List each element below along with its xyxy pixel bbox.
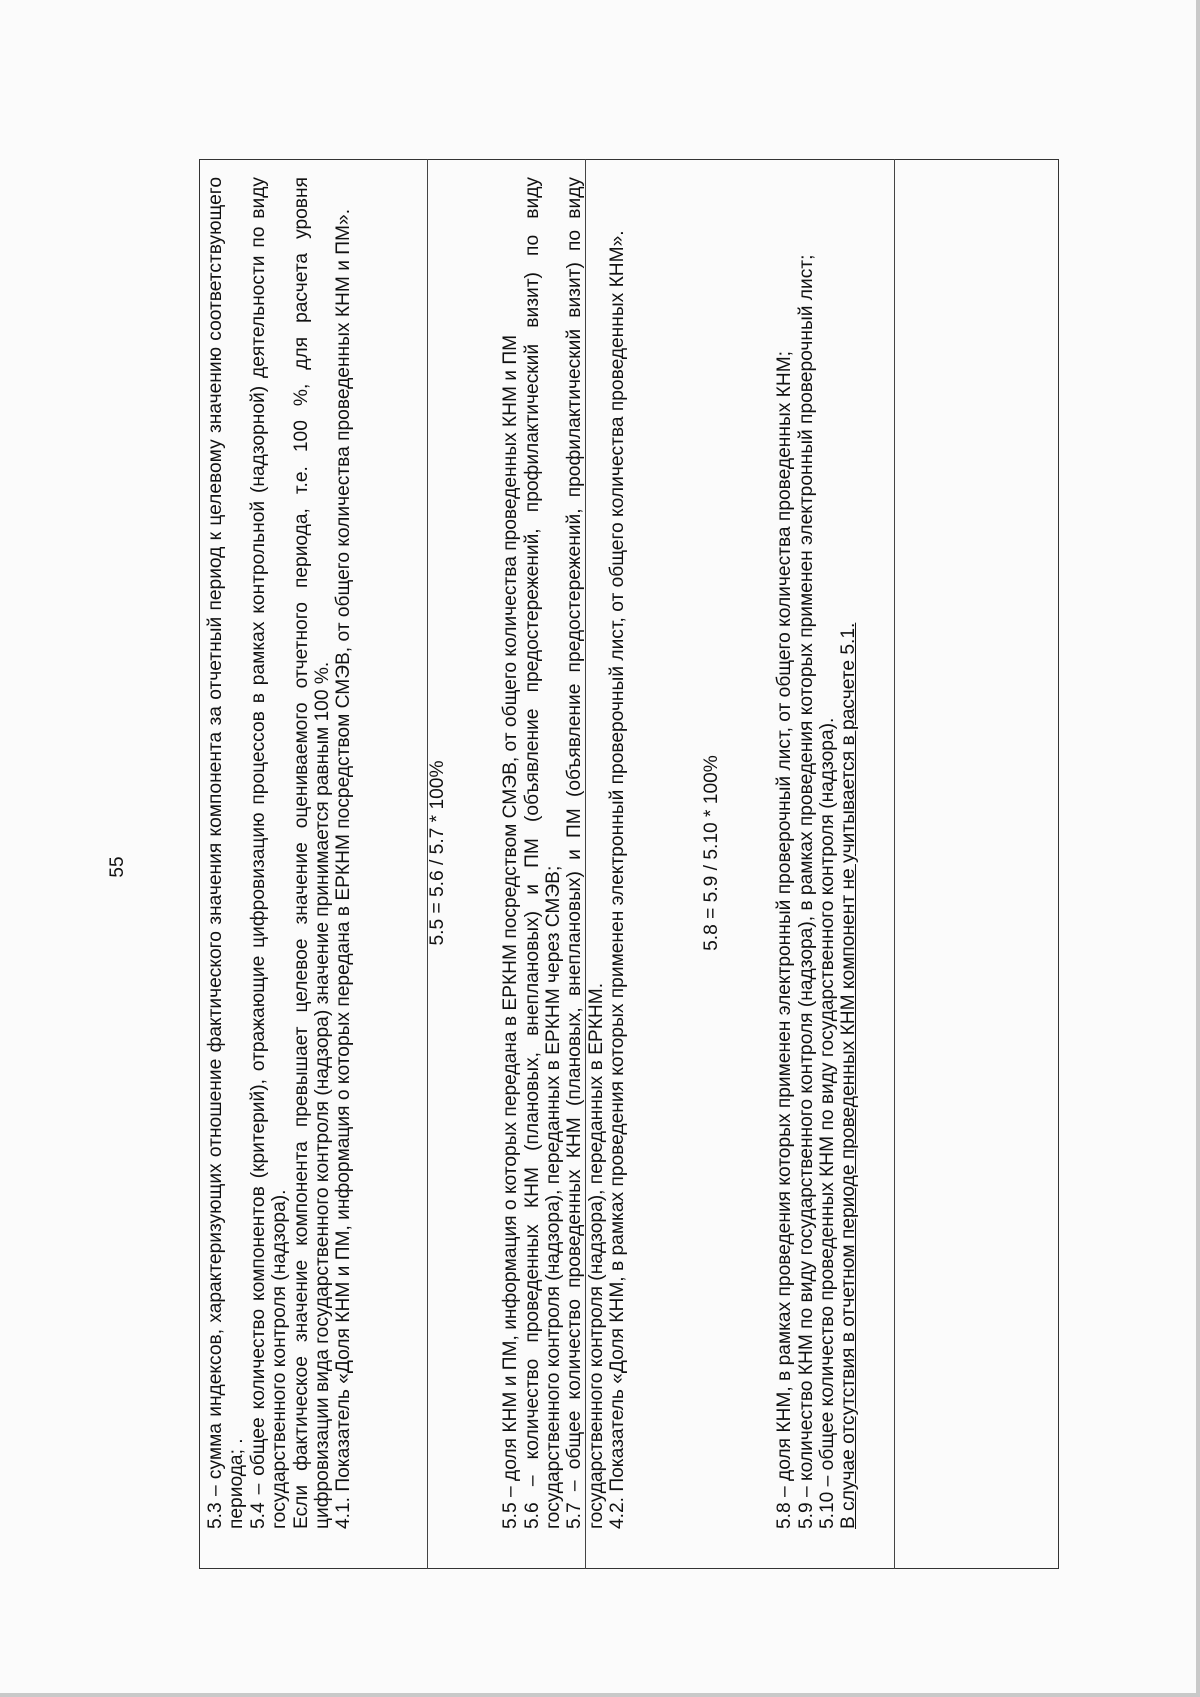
paragraph-4-2: 4.2. Показатель «Доля КНМ, в рамках проведения которых применен электронный проверочный лист, от общего количества проведенных КНМ». bbox=[607, 230, 629, 1529]
paragraph-no-knm: В случае отсутствия в отчетном периоде проведенных КНМ компонент не учитывается в расчете 5.1. bbox=[838, 622, 860, 1529]
paragraph-5-5: 5.5 – доля КНМ и ПМ, информация о которых передана в ЕРКНМ посредством СМЭВ, от общего количества проведенных КНМ и ПМ bbox=[500, 334, 522, 1529]
paragraph-5-6: 5.6 – количество проведенных КНМ (плановых, внеплановых) и ПМ (объявление предостережений, профилактический визит) по виду государственного контроля (надзора), переданных в ЕРКНМ через СМЭВ; bbox=[521, 177, 565, 1529]
table-cell-description bbox=[199, 167, 1059, 1537]
rotated-table bbox=[199, 159, 1059, 1569]
paragraph-5-3: 5.3 – сумма индексов, характеризующих отношение фактического значения компонента за отчетный период к целевому значению соответствующего периода; . bbox=[205, 177, 248, 1529]
paragraph-5-10: 5.10 – общее количество проведенных КНМ по виду государственного контроля (надзора). bbox=[816, 717, 838, 1529]
paragraph-5-9: 5.9 – количество КНМ по виду государственного контроля (надзора), в рамках проведения которых применен электронный проверочный лист; bbox=[795, 254, 817, 1529]
paragraph-5-4: 5.4 – общее количество компонентов (критерий), отражающие цифровизацию процессов в рамках контрольной (надзорной) деятельности по виду государственного контроля (надзора). bbox=[247, 177, 291, 1529]
paragraph-if-exceeds: Если фактическое значение компонента превышает целевое значение оцениваемого отчетного периода, т.е. 100 %, для расчета уровня цифровизации вида государственного контроля (надзора) значение принимается равным 100 %. bbox=[290, 177, 334, 1529]
paragraph-5-8: 5.8 – доля КНМ, в рамках проведения которых применен электронный проверочный лист, от общего количества проведенных КНМ; bbox=[774, 350, 796, 1529]
paragraph-5-7: 5.7 – общее количество проведенных КНМ (плановых, внеплановых) и ПМ (объявление предостережений, профилактический визит) по виду государственного контроля (надзора), переданных в ЕРКНМ. bbox=[564, 177, 607, 1529]
formula-5-5: 5.5 = 5.6 / 5.7 * 100% bbox=[426, 760, 448, 946]
paragraph-4-1: 4.1. Показатель «Доля КНМ и ПМ, информация о которых передана в ЕРКНМ посредством СМЭВ, от общего количества проведенных КНМ и ПМ». bbox=[333, 208, 355, 1529]
page-number: 55 bbox=[107, 856, 128, 878]
formula-5-8: 5.8 = 5.9 / 5.10 * 100% bbox=[700, 755, 722, 951]
